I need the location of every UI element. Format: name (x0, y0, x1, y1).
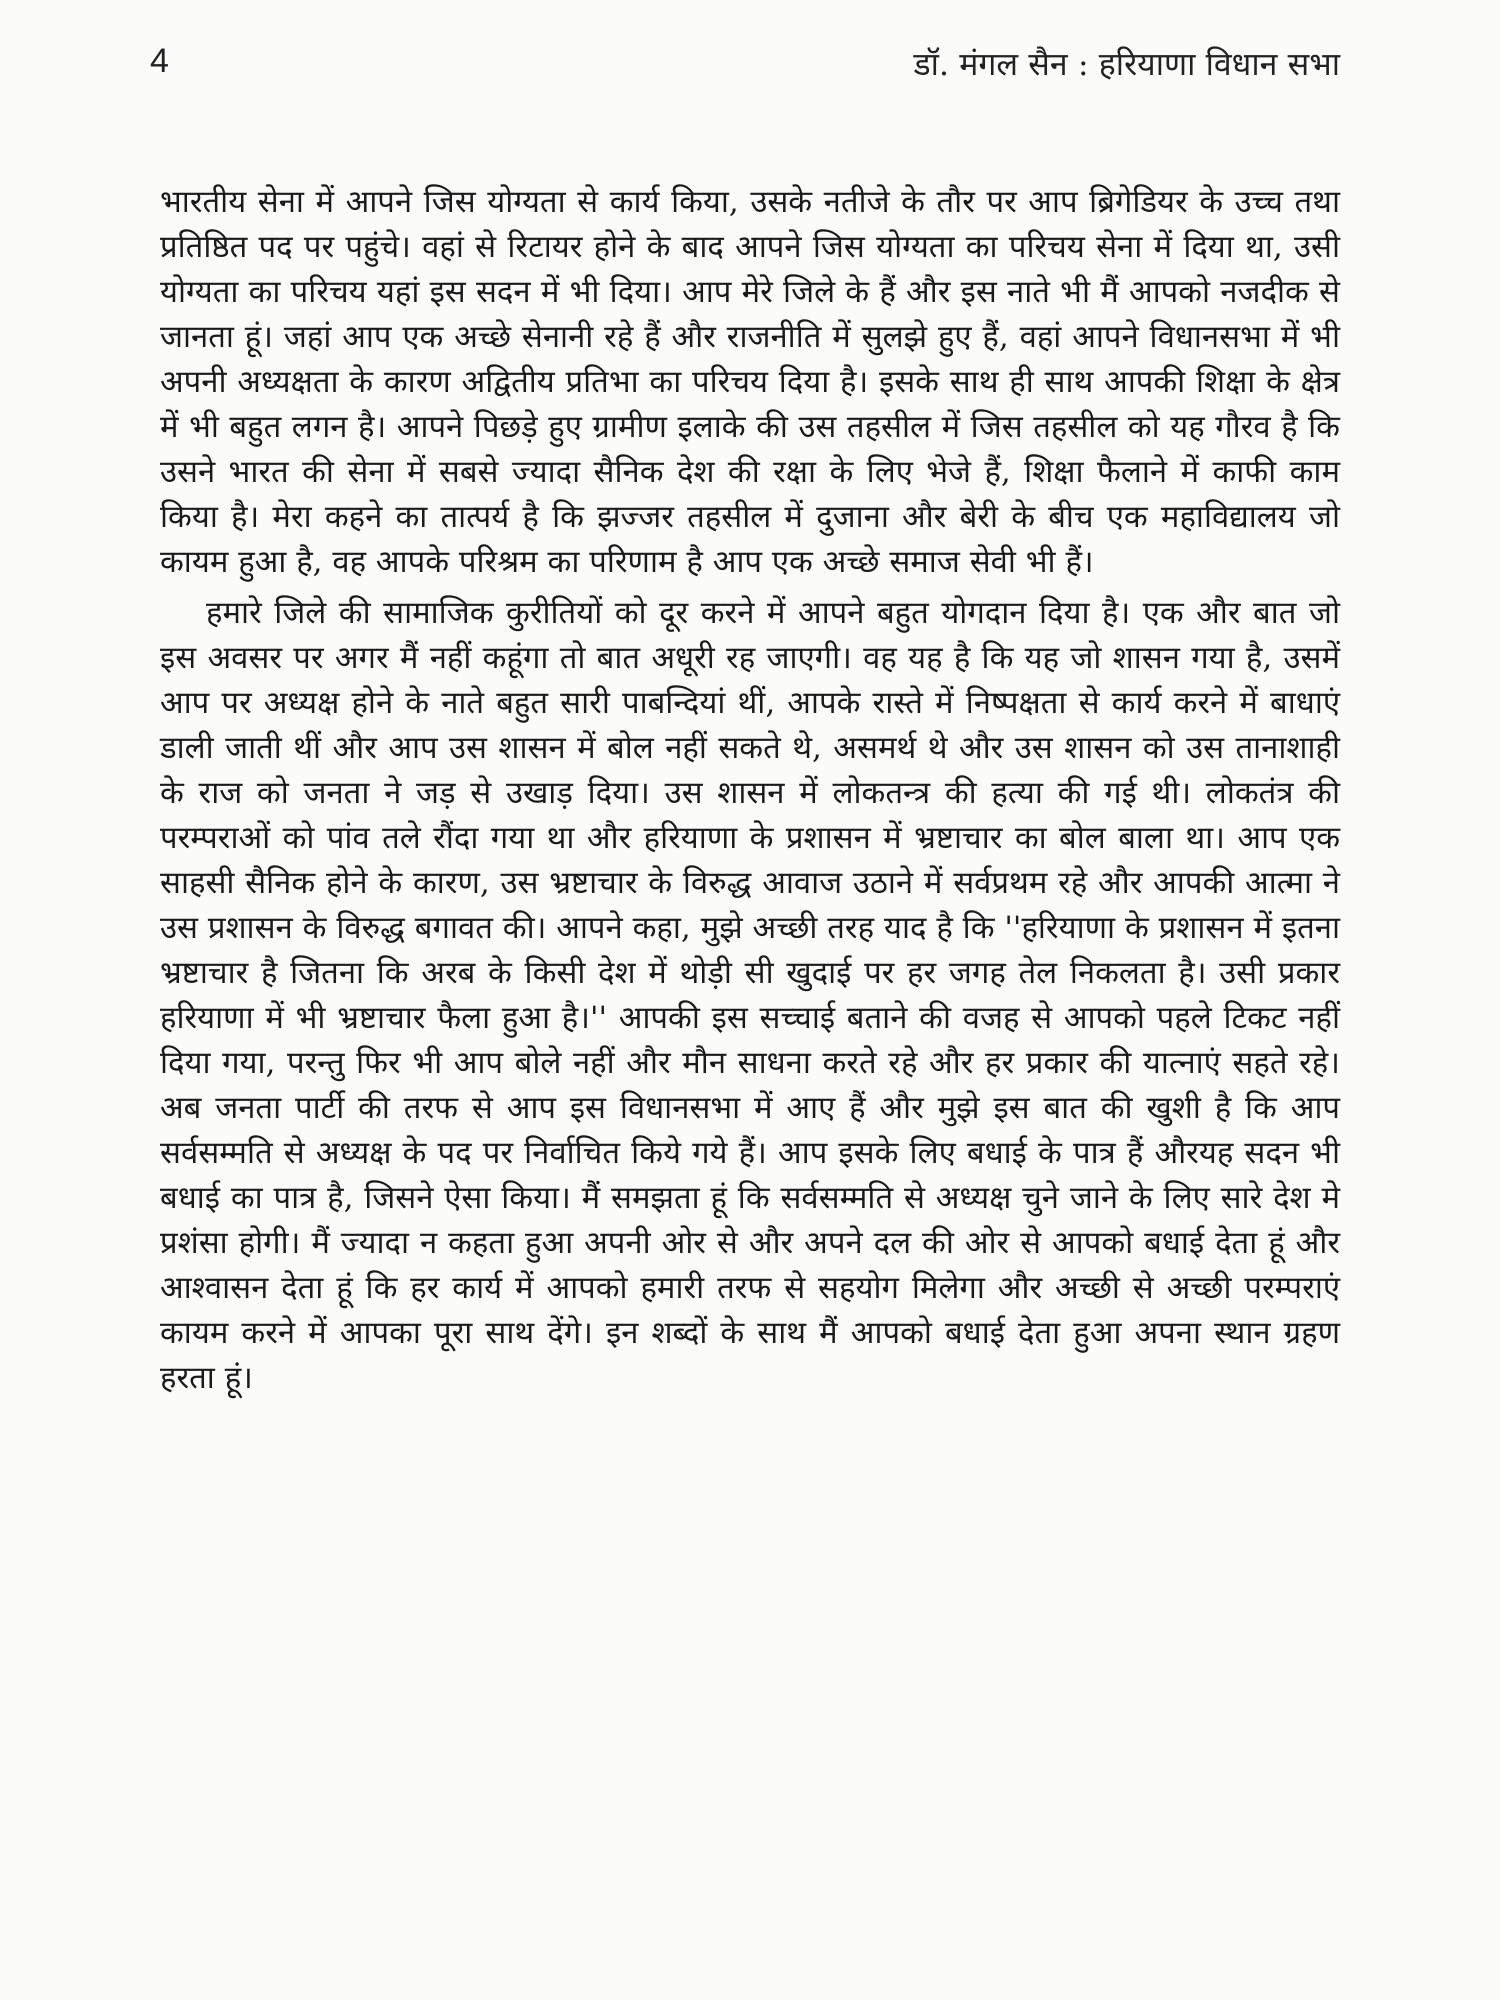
page-number: 4 (150, 42, 169, 80)
page-header (150, 42, 1340, 102)
running-title: डॉ. मंगल सैन : हरियाणा विधान सभा (913, 45, 1340, 83)
body-text (160, 180, 1340, 1407)
paragraph-2: हमारे जिले की सामाजिक कुरीतियों को दूर करने में आपने बहुत योगदान दिया है। एक और बात जो इस अवसर पर अगर मैं नहीं कहूंगा तो बात अधूरी रह जाएगी। वह यह है कि यह जो शासन गया है, उसमें आप पर अध्यक्ष होने के नाते बहुत सारी पाबन्दियां थीं, आपके रास्ते में निष्पक्षता से कार्य करने में बाधाएं डाली जाती थीं और आप उस शासन में बोल नहीं सकते थे, असमर्थ थे और उस शासन को उस तानाशाही के राज को जनता ने जड़ से उखाड़ दिया। उस शासन में लोकतन्त्र की हत्या की गई थी। लोकतंत्र की परम्पराओं को पांव तले रौंदा गया था और हरियाणा के प्रशासन में भ्रष्टाचार का बोल बाला था। आप एक साहसी सैनिक होने के कारण, उस भ्रष्टाचार के विरुद्ध आवाज उठाने में सर्वप्रथम रहे और आपकी आत्मा ने उस प्रशासन के विरुद्ध बगावत की। आपने कहा, मुझे अच्छी तरह याद है कि ''हरियाणा के प्रशासन में इतना भ्रष्टाचार है जितना कि अरब के किसी देश में थोड़ी सी खुदाई पर हर जगह तेल निकलता है। उसी प्रकार हरियाणा में भी भ्रष्टाचार फैला हुआ है।'' आपकी इस सच्चाई बताने की वजह से आपको पहले टिकट नहीं दिया गया, परन्तु फिर भी आप बोले नहीं और मौन साधना करते रहे और हर प्रकार की यात्नाएं सहते रहे। अब जनता पार्टी की तरफ से आप इस विधानसभा में आए हैं और मुझे इस बात की खुशी है कि आप सर्वसम्मति से अध्यक्ष के पद पर निर्वाचित किये गये हैं। आप इसके लिए बधाई के पात्र हैं औरयह सदन भी बधाई का पात्र है, जिसने ऐसा किया। मैं समझता हूं कि सर्वसम्मति से अध्यक्ष चुने जाने के लिए सारे देश मे प्रशंसा होगी। मैं ज्यादा न कहता हुआ अपनी ओर से और अपने दल की ओर से आपको बधाई देता हूं और आश्वासन देता हूं कि हर कार्य में आपको हमारी तरफ से सहयोग मिलेगा और अच्छी से अच्छी परम्पराएं कायम करने में आपका पूरा साथ देंगे। इन शब्दों के साथ मैं आपको बधाई देता हुआ अपना स्थान ग्रहण हरता हूं। (160, 595, 1341, 1396)
paragraph-1: भारतीय सेना में आपने जिस योग्यता से कार्य किया, उसके नतीजे के तौर पर आप ब्रिगेडियर के उच्च तथा प्रतिष्ठित पद पर पहुंचे। वहां से रिटायर होने के बाद आपने जिस योग्यता का परिचय सेना में दिया था, उसी योग्यता का परिचय यहां इस सदन में भी दिया। आप मेरे जिले के हैं और इस नाते भी मैं आपको नजदीक से जानता हूं। जहां आप एक अच्छे सेनानी रहे हैं और राजनीति में सुलझे हुए हैं, वहां आपने विधानसभा में भी अपनी अध्यक्षता के कारण अद्वितीय प्रतिभा का परिचय दिया है। इसके साथ ही साथ आपकी शिक्षा के क्षेत्र में भी बहुत लगन है। आपने पिछड़े हुए ग्रामीण इलाके की उस तहसील में जिस तहसील को यह गौरव है कि उसने भारत की सेना में सबसे ज्यादा सैनिक देश की रक्षा के लिए भेजे हैं, शिक्षा फैलाने में काफी काम किया है। मेरा कहने का तात्पर्य है कि झज्जर तहसील में दुजाना और बेरी के बीच एक महाविद्यालय जो कायम हुआ है, वह आपके परिश्रम का परिणाम है आप एक अच्छे समाज सेवी भी हैं। (160, 184, 1340, 580)
